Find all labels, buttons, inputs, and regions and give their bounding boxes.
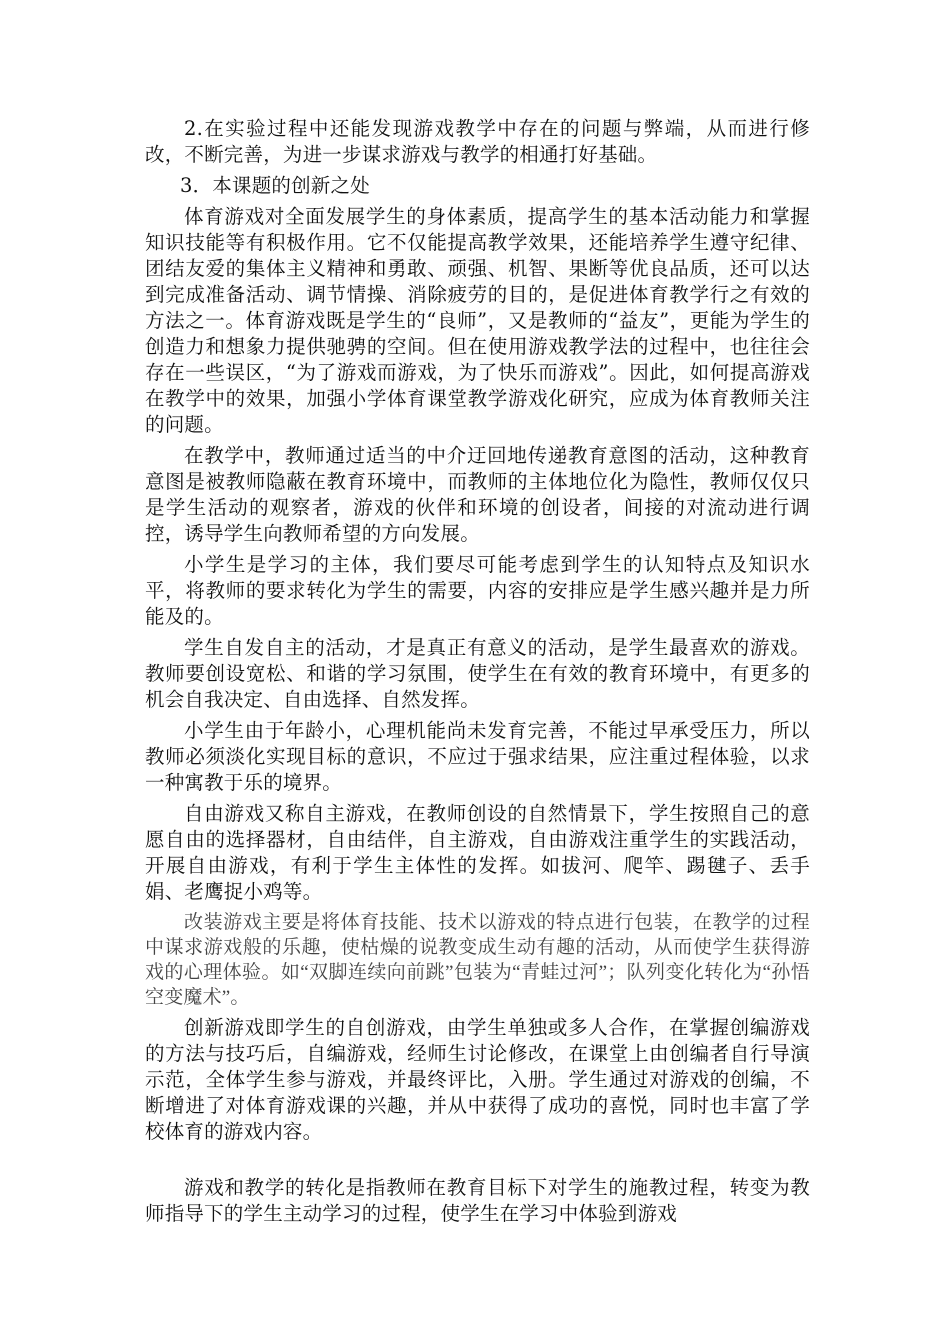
paragraph-spontaneous-activity: 学生自发自主的活动，才是真正有意义的活动，是学生最喜欢的游戏。教师要创设宽松、和谐的学习氛围，使学生在有效的教育环境中，有更多的机会自我决定、自由选择、自然发挥。	[145, 636, 810, 711]
paragraph-modified-games: 改装游戏主要是将体育技能、技术以游戏的特点进行包装，在教学的过程中谋求游戏般的乐趣，使枯燥的说教变成生动有趣的活动，从而使学生获得游戏的心理体验。如“双脚连续向前跳”包装为“青蛙过河”；队列变化转化为“孙悟空变魔术”。	[145, 912, 810, 1008]
paragraph-pe-games-role: 体育游戏对全面发展学生的身体素质，提高学生的基本活动能力和掌握知识技能等有积极作用。它不仅能提高教学效果，还能培养学生遵守纪律、团结友爱的集体主义精神和勇敢、顽强、机智、果断等优良品质，还可以达到完成准备活动、调节情操、消除疲劳的目的，是促进体育教学行之有效的方法之一。体育游戏既是学生的“良师”，又是教师的“益友”，更能为学生的创造力和想象力提供驰骋的空间。但在使用游戏教学法的过程中，也往往会存在一些误区，“为了游戏而游戏，为了快乐而游戏”。因此，如何提高游戏在教学中的效果，加强小学体育课堂教学游戏化研究，应成为体育教师关注的问题。	[145, 205, 810, 436]
paragraph-creative-games: 创新游戏即学生的自创游戏，由学生单独或多人合作，在掌握创编游戏的方法与技巧后，自编游戏，经师生讨论修改，在课堂上由创编者自行导演示范，全体学生参与游戏，并最终评比，入册。学生通过对游戏的创编，不断增进了对体育游戏课的兴趣，并从中获得了成功的喜悦，同时也丰富了学校体育的游戏内容。	[145, 1016, 810, 1143]
paragraph-free-games: 自由游戏又称自主游戏，在教师创设的自然情景下，学生按照自己的意愿自由的选择器材，自由结伴，自主游戏，自由游戏注重学生的实践活动，开展自由游戏，有利于学生主体性的发挥。如拔河、爬竿、踢毽子、丢手娟、老鹰捉小鸡等。	[145, 802, 810, 903]
paragraph-age-pressure: 小学生由于年龄小，心理机能尚未发育完善，不能过早承受压力，所以教师必须淡化实现目标的意识，不应过于强求结果，应注重过程体验，以求一种寓教于乐的境界。	[145, 719, 810, 794]
paragraph-game-teaching-conversion: 游戏和教学的转化是指教师在教育目标下对学生的施教过程，转变为教师指导下的学生主动学习的过程，使学生在学习中体验到游戏	[145, 1176, 810, 1225]
paragraph-spacer	[145, 1145, 810, 1175]
paragraph-improve-basis: 2.在实验过程中还能发现游戏教学中存在的问题与弊端，从而进行修改，不断完善，为进一步谋求游戏与教学的相通打好基础。	[145, 117, 810, 166]
section-heading-innovation: 3．本课题的创新之处	[180, 174, 370, 197]
paragraph-teacher-mediation: 在教学中，教师通过适当的中介迂回地传递教育意图的活动，这种教育意图是被教师隐蔽在教育环境中，而教师的主体地位化为隐性，教师仅仅只是学生活动的观察者，游戏的伙伴和环境的创设者，间接的对流动进行调控，诱导学生向教师希望的方向发展。	[145, 444, 810, 545]
document-page	[145, 116, 810, 1227]
paragraph-student-subject: 小学生是学习的主体，我们要尽可能考虑到学生的认知特点及知识水平，将教师的要求转化为学生的需要，内容的安排应是学生感兴趣并是力所能及的。	[145, 553, 810, 628]
